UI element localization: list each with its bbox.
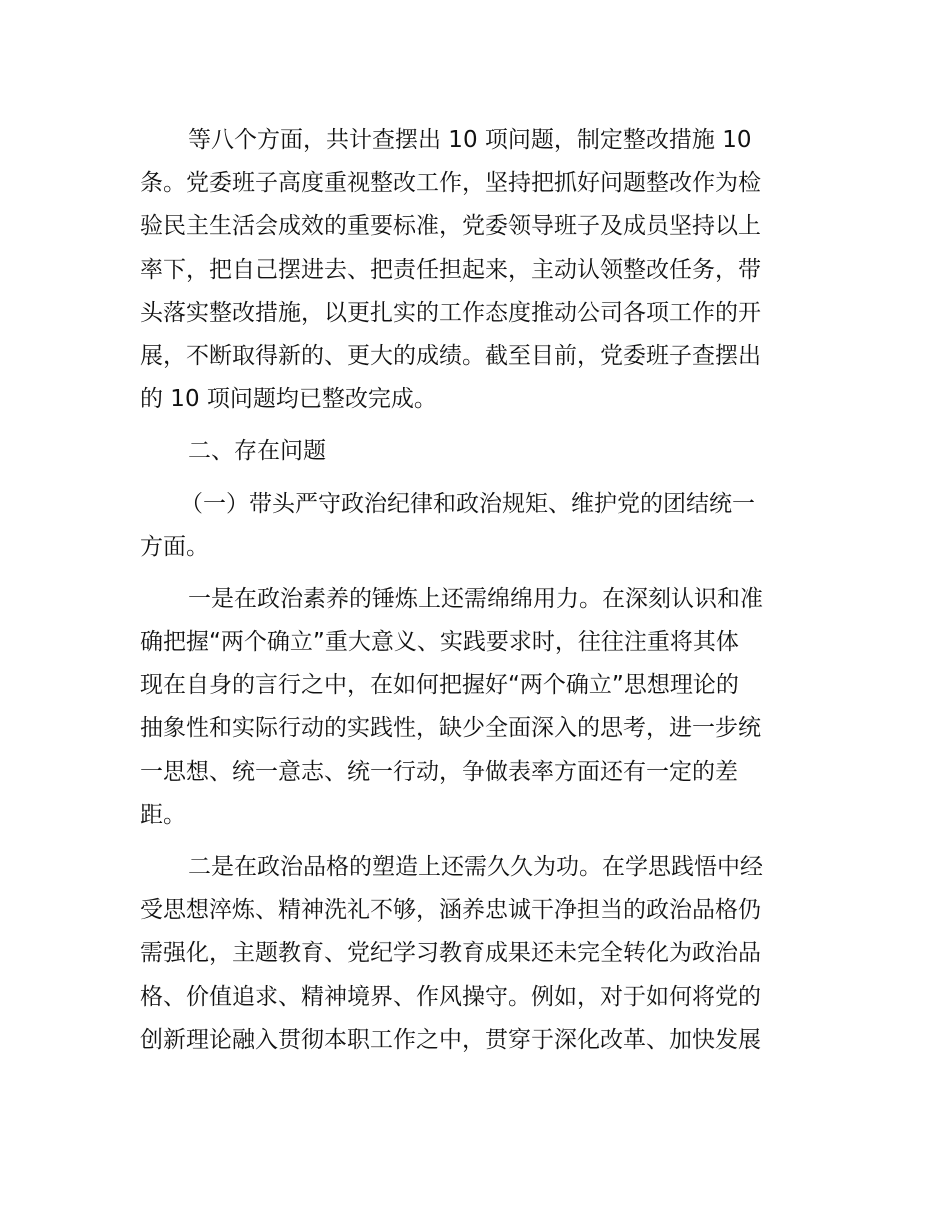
paragraph-summary [140,119,810,421]
text-line: 等八个方面，共计查摆出 10 项问题，制定整改措施 10 [188,127,752,153]
subsection-heading [140,483,810,569]
paragraph-gap [140,421,810,430]
section-heading [140,430,810,473]
text-line: 条。党委班子高度重视整改工作，坚持把抓好问题整改作为检 [140,170,761,197]
text-line: 二是在政治品格的塑造上还需久久为功。在学思践悟中经 [188,854,763,880]
text-line: 受思想淬炼、精神洗礼不够，涵养忠诚干净担当的政治品格仍 [140,897,761,924]
paragraph-gap [140,474,810,483]
text-line: 一思想、统一意志、统一行动，争做表率方面还有一定的差 [140,758,738,785]
document-body [140,119,810,1062]
text-line: 格、价值追求、精神境界、作风操守。例如，对于如何将党的 [140,983,761,1010]
text-line: 方面。 [140,533,209,560]
text-line: 确把握“两个确立”重大意义、实践要求时，往往注重将其体 [140,629,739,656]
text-line: 的 10 项问题均已整改完成。 [140,386,437,413]
paragraph-point-two [140,846,810,1062]
text-line: 需强化，主题教育、党纪学习教育成果还未完全转化为政治品 [140,940,761,967]
text-line: 率下，把自己摆进去、把责任担起来，主动认领整改任务，带 [140,256,761,283]
text-line: 展，不断取得新的、更大的成绩。截至目前，党委班子查摆出 [140,342,761,369]
paragraph-gap [140,569,810,578]
text-line: 距。 [140,801,186,828]
text-line: （一）带头严守政治纪律和政治规矩、维护党的团结统一 [180,490,755,517]
text-line: 创新理论融入贯彻本职工作之中，贯穿于深化改革、加快发展 [140,1026,761,1053]
text-line: 抽象性和实际行动的实践性，缺少全面深入的思考，进一步统 [140,715,761,742]
text-line: 现在自身的言行之中，在如何把握好“两个确立”思想理论的 [140,672,739,699]
heading-line: 二、存在问题 [188,438,326,465]
text-line: 头落实整改措施，以更扎实的工作态度推动公司各项工作的开 [140,299,761,326]
text-line: 验民主生活会成效的重要标准，党委领导班子及成员坚持以上 [140,213,761,240]
paragraph-gap [140,837,810,846]
paragraph-point-one [140,578,810,837]
text-line: 一是在政治素养的锤炼上还需绵绵用力。在深刻认识和准 [188,585,763,612]
